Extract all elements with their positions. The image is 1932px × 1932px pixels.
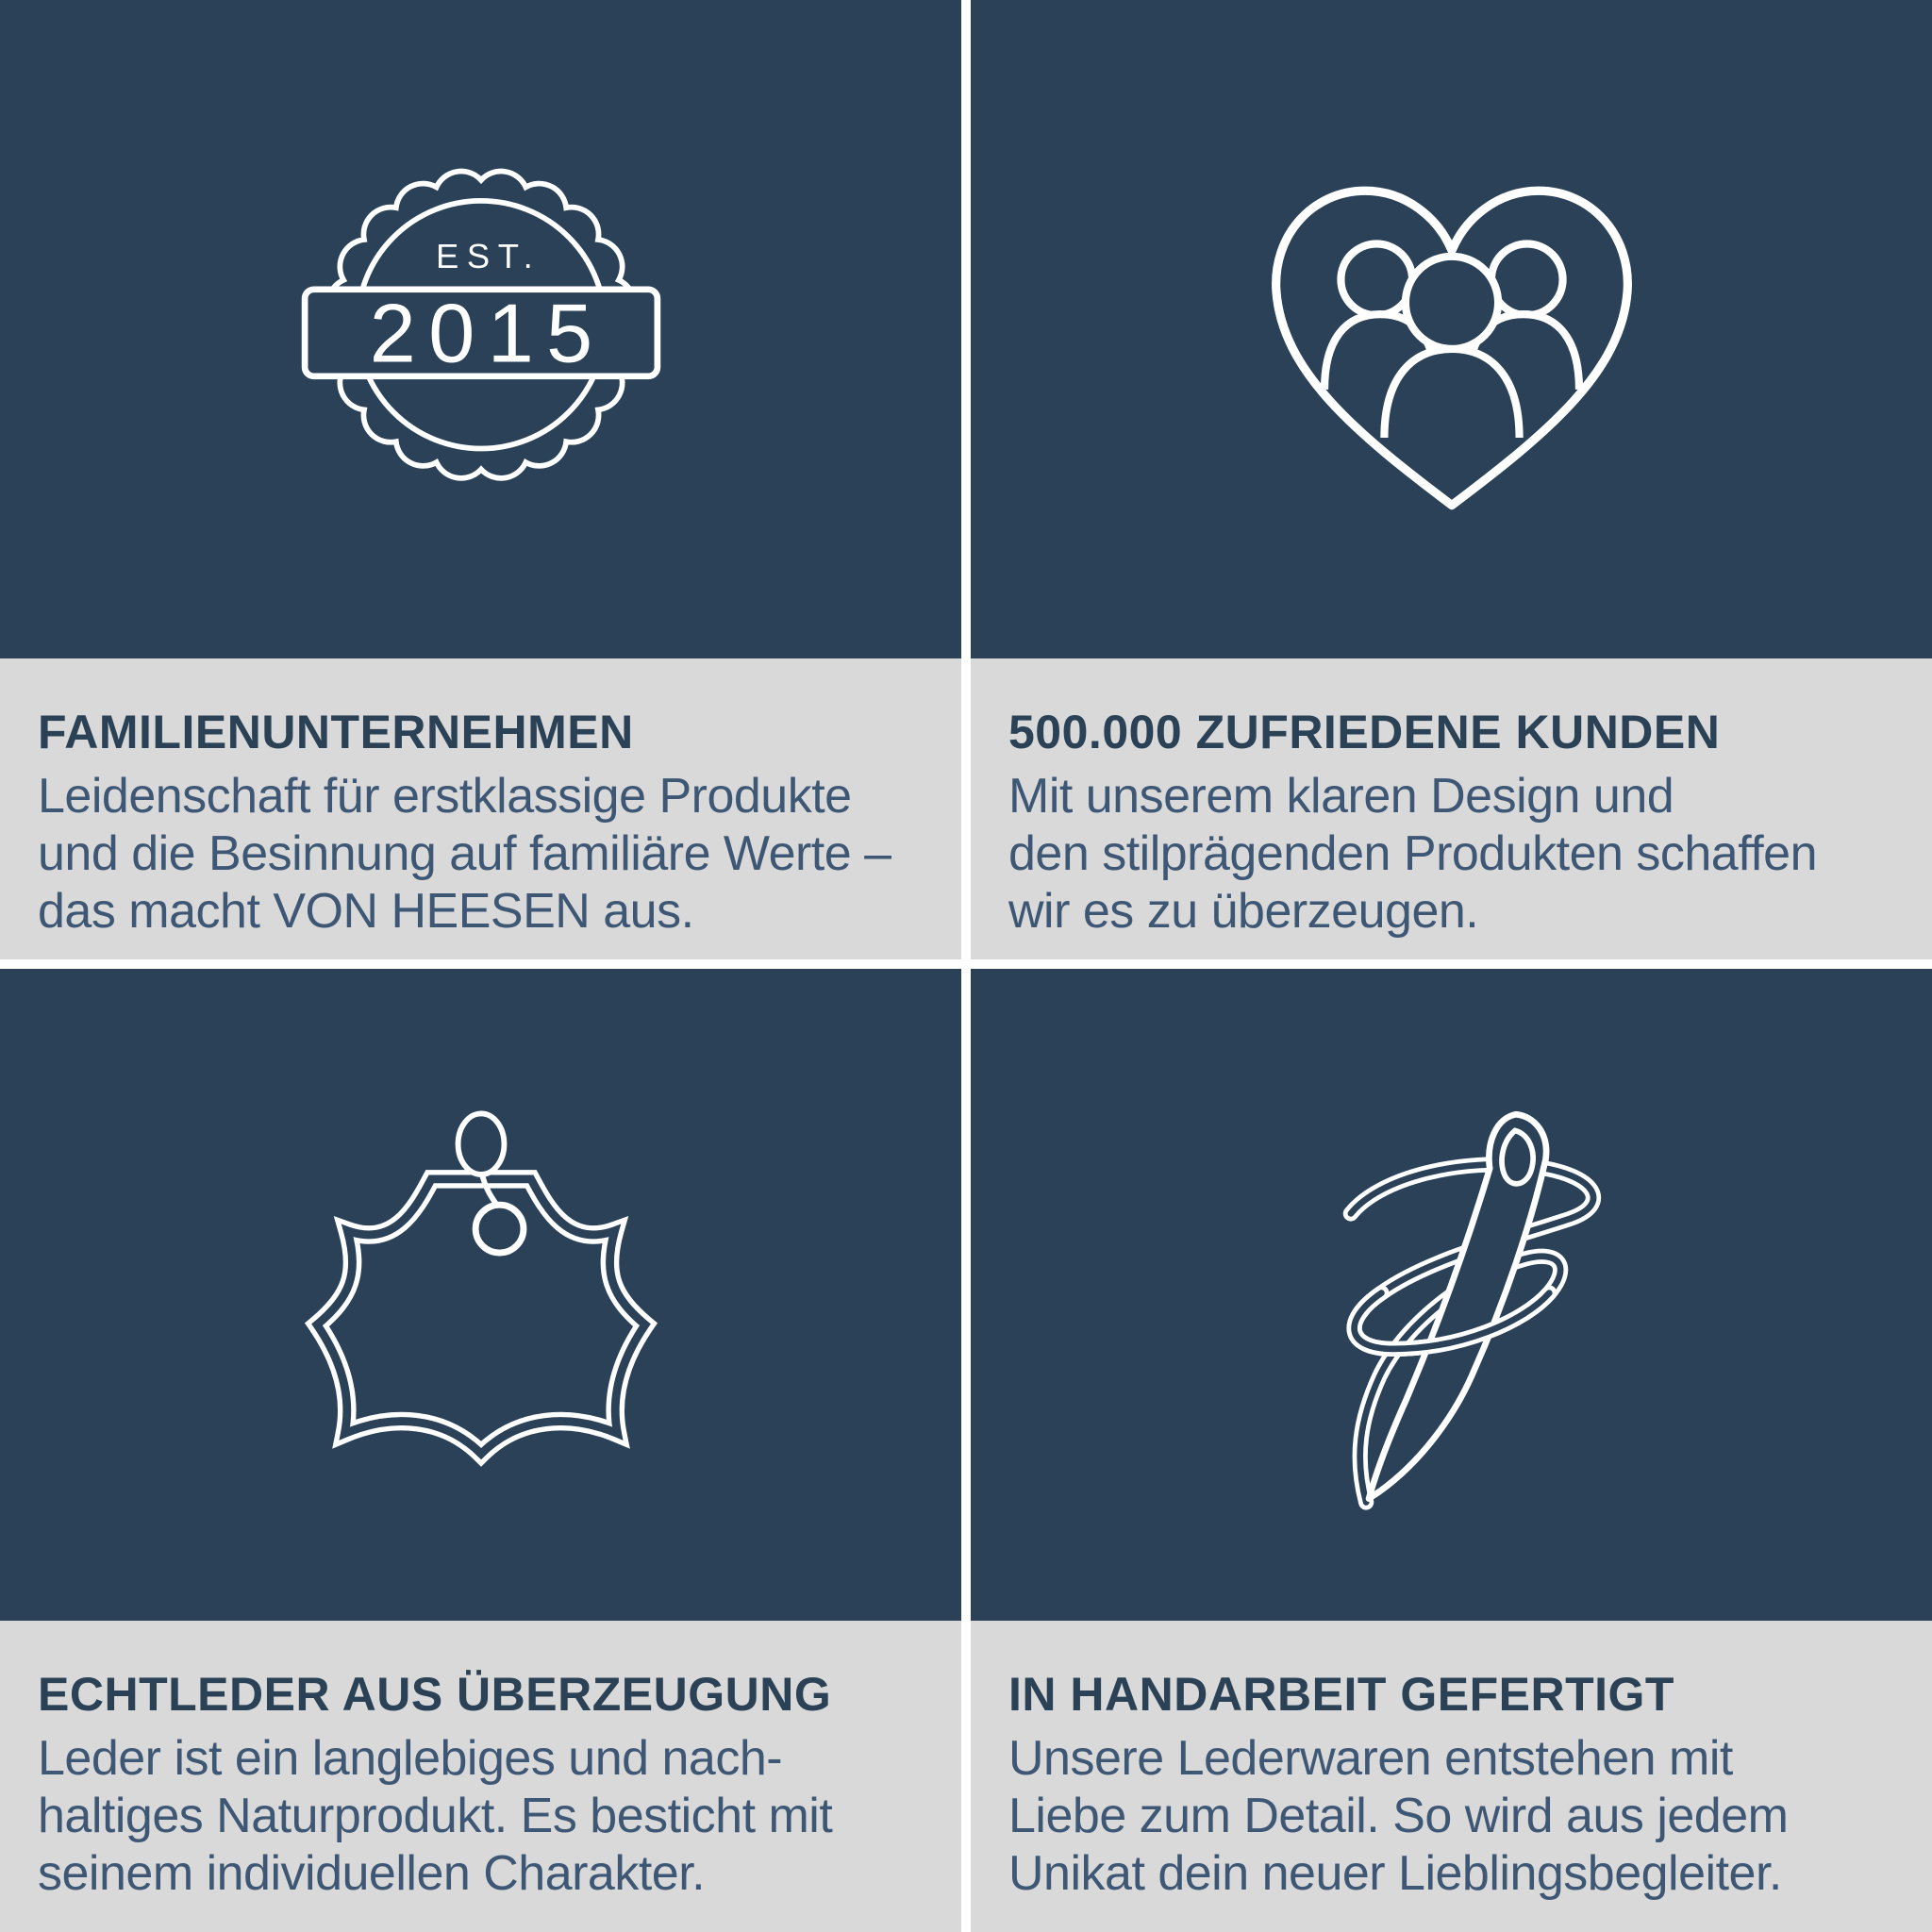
needle-thread-icon (1244, 1078, 1659, 1511)
panel-family-business (0, 0, 961, 959)
text-area-genuine-leather (0, 1621, 961, 1932)
panel-happy-customers (971, 0, 1932, 959)
icon-area-handmade (971, 969, 1932, 1621)
text-area-happy-customers (971, 658, 1932, 959)
icon-area-genuine-leather (0, 969, 961, 1621)
icon-area-family-business (0, 0, 961, 658)
panel-heading: FAMILIENUNTERNEHMEN (38, 706, 634, 758)
panel-body: Leder ist ein langlebiges und nach- haltiges Naturprodukt. Es besticht mit seinem individuellen Charakter. (38, 1731, 833, 1901)
panel-genuine-leather (0, 969, 961, 1932)
panel-heading: 500.000 ZUFRIEDENE KUNDEN (1008, 706, 1721, 758)
text-area-handmade (971, 1621, 1932, 1932)
est-2015-badge-icon (264, 130, 698, 528)
panel-body: Leidenschaft für erstklassige Produkte und die Besinnung auf familiäre Werte – das macht VON HEESEN aus. (38, 769, 891, 939)
panel-heading: ECHTLEDER AUS ÜBERZEUGUNG (38, 1668, 832, 1721)
badge-est-label: EST. (435, 236, 541, 275)
heart-family-icon (1240, 137, 1664, 523)
leather-mark-icon (278, 1092, 684, 1498)
panel-heading: IN HANDARBEIT GEFERTIGT (1008, 1668, 1674, 1721)
icon-area-happy-customers (971, 0, 1932, 658)
text-area-family-business (0, 658, 961, 959)
panel-body: Mit unserem klaren Design und den stilprägenden Produkten schaffen wir es zu überzeugen. (1008, 769, 1818, 939)
panel-body: Unsere Lederwaren entstehen mit Liebe zum Detail. So wird aus jedem Unikat dein neuer Lieblingsbegleiter. (1008, 1731, 1789, 1901)
badge-year-label: 2015 (369, 286, 606, 380)
panel-handmade (971, 969, 1932, 1932)
